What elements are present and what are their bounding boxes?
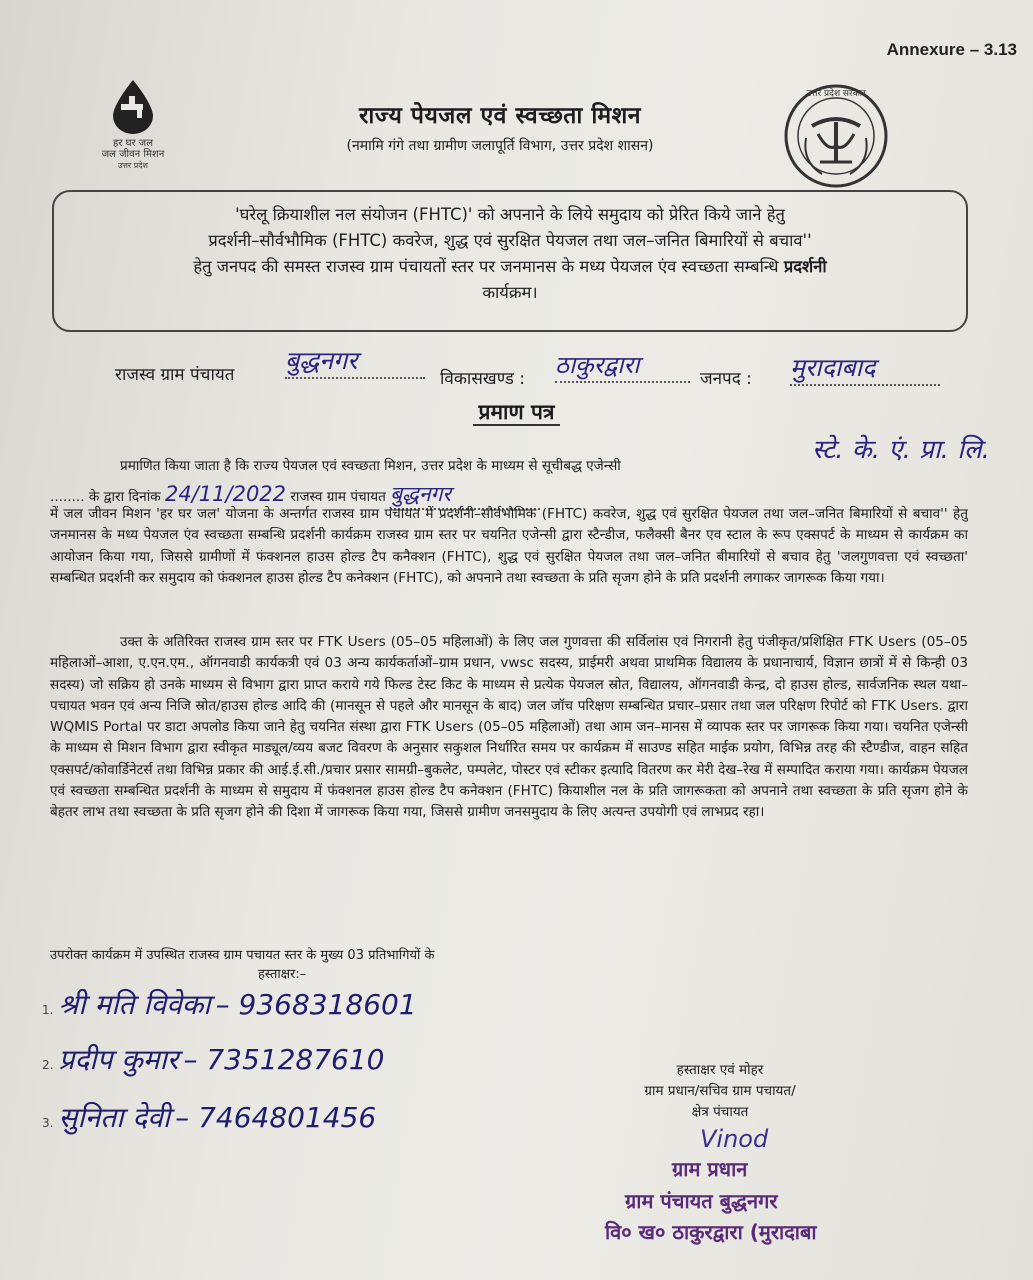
program-title-box	[52, 190, 968, 332]
program-line-3-text: हेतु जनपद की समस्त राजस्व ग्राम पंचायतों स्तर पर जनमानस के मध्य पेयजल एंव स्वच्छता सम्बन्धि	[193, 257, 779, 276]
para2-text: उक्त के अतिरिक्त राजस्व ग्राम स्तर पर FTK Users (05–05 महिलाओं) के लिए जल गुणवत्ता की सर्विलांस एवं निगरानी हेतु पंजीकृत/प्रशिक्षित FTK Users (05–05 महिलाओं–आशा, ए.एन.एम., ऑगनवाडी कार्यकत्री एवं 03 अन्य कार्यकर्ताओं–ग्राम प्रधान, vwsc सदस्य, प्राईमरी अथवा प्राथमिक विद्यालय के प्रधानाचार्य, विज्ञान छात्रों में से किन्ही 03 सदस्य) जो सक्रिय हो उनके माध्यम से विभाग द्वारा प्राप्त कराये गये फिल्ड टेस्ट किट के माध्यम से प्रत्येक पेयजल स्रोत, विद्यालय, ऑगनवाडी केन्द्र, दो हाउस होल्ड, सार्वजनिक स्थल यथा–पचायत भवन एवं अन्य निजि स्रोत/हाउस होल्ड आदि की (मानसून से पहले और मानसून के बाद) जल जॉच परिक्षण सम्बन्धित प्रचार–प्रसार तथा जल परिक्षण रिपोर्ट को FTK Users. द्वारा WQMIS Portal पर डाटा अपलोड किया जाने हेतु चयनित संस्था द्वारा FTK Users (05–05 महिलाओं) तथा आम जन–मानस में व्यापक स्तर पर जागरूक किया गया। चयनित एजेन्सी के माध्यम से मिशन विभाग द्वारा स्वीकृत माड्यूल/व्यय बजट विवरण के अनुसार सकुशल निर्धारित समय पर कार्यक्रम में साउण्ड सहित माईक प्रयोग, विभिन्न तरह की स्टैण्डीज, वाहन सहित एक्सपर्ट/कोवार्डिनेटर्स तथा विभिन्न प्रकार की आई.ई.सी./प्रचार प्रसार सामग्री–बुकलेट, पम्पलेट, पोस्टर एवं स्टीकर इत्यादि वितरण कर मेरी देख–रेख में सम्पादित कराया गया। कार्यक्रम पेयजल एवं स्वच्छता सम्बन्धित प्रदर्शनी के माध्यम से समुदाय में फंक्शनल हाउस होल्ड टैप कनेक्शन (FHTC) कियाशील नल के प्रति जागरूकता को अपनाने तथा स्वच्छता के प्रति सृजग होने के बेहतर लाभ तथा स्वच्छता के प्रति सृजग होने की दिशा में जागरूक किया गया, जिससे ग्रामीण जनसमुदाय के लिए अत्यन्त उपयोगी एवं लाभप्रद रहा।	[50, 634, 968, 821]
official-signature: Vinod	[700, 1125, 769, 1153]
certificate-heading-text: प्रमाण पत्र	[473, 400, 561, 426]
participant-phone: – 7464801456	[175, 1101, 377, 1134]
water-tap-drop-icon	[107, 78, 159, 134]
by-date-label: के द्वारा दिनांक	[88, 489, 161, 505]
stamp-line-1: ग्राम प्रधान	[672, 1157, 748, 1181]
mission-title: राज्य पेयजल एवं स्वच्छता मिशन	[359, 103, 641, 129]
program-line-4: कार्यक्रम।	[482, 283, 538, 302]
participant-name: सुनिता देवी	[58, 1101, 171, 1134]
signature-label: हस्ताक्षर:–	[258, 967, 307, 982]
para1-rest: में जल जीवन मिशन 'हर घर जल' योजना के अन्तर्गत राजस्व ग्राम पंचायत में प्रदर्शनी–सौर्वभौमिक (FHTC) कवरेज, शुद्ध एवं सुरक्षित पेयजल तथा जल–जनित बिमारियों से बचाव'' हेतु जनमानस के मध्य पेयजल एंव स्वच्छता सम्बन्धि प्रदर्शनी कार्यक्रम राजस्व ग्राम स्तर पर चयनित एजेन्सी द्वारा स्टैन्डीज, फलैक्सी बैनर एव स्टाल के रूप एक्सपर्ट के माध्यम से कार्यक्रम का आयोजन किया गया, जिससे ग्रामीणों में फंक्शनल हाउस होल्ड टैप कनैक्शन (FHTC), शुद्ध एवं सुरक्षित पेयजल तथा जल–जनित बीमारियों से बचाव हेतु 'जलगुणवत्ता एवं स्वच्छता' सम्बन्धित प्रदर्शनी कर समुदाय को फंक्शनल हाउस होल्ड टैप कनेक्शन (FHTC), को अपनाने तथा स्वच्छता के प्रति सृजग होने के प्रति प्रदर्शनी लगाकर जागरूक किया गया।	[50, 506, 968, 586]
stamp-line-3: वि० ख० ठाकुरद्वारा (मुरादाबा	[605, 1220, 817, 1244]
official-line-3: क्षेत्र पंचायत	[691, 1104, 749, 1120]
participant-row	[42, 1098, 602, 1136]
participant-phone: – 9368318601	[215, 988, 417, 1021]
gram-panchayat-value: बुद्धनगर	[285, 343, 425, 379]
program-date: 24/11/2022	[164, 482, 287, 506]
participant-num: 2.	[42, 1058, 54, 1072]
participant-phone: – 7351287610	[183, 1043, 385, 1076]
participant-name: प्रदीप कुमार	[58, 1043, 179, 1076]
logo-line-2: जल जीवन मिशन	[101, 149, 165, 160]
para1-rest-line2-spacer	[620, 484, 968, 505]
har-ghar-jal-logo	[78, 78, 188, 178]
participant-num: 3.	[42, 1116, 54, 1130]
participants-label: उपरोक्त कार्यक्रम में उपस्थित राजस्व ग्राम पचायत स्तर के मुख्य 03 प्रतिभागियों के	[50, 948, 435, 963]
gram-label-inline: राजस्व ग्राम पंचायत	[290, 489, 386, 505]
certificate-heading	[0, 398, 1033, 426]
block-label: विकासखण्ड :	[440, 369, 526, 389]
stamp-line-2: ग्राम पंचायत बुद्धनगर	[625, 1189, 778, 1213]
para1-dots: ........	[50, 489, 85, 505]
logo-line-3: उत्तर प्रदेश	[118, 161, 148, 170]
participant-row	[42, 985, 602, 1023]
participant-num: 1.	[42, 1003, 54, 1017]
official-sign-block	[580, 1060, 860, 1123]
program-line-3	[68, 254, 952, 280]
participant-row	[42, 1040, 602, 1078]
para1-start	[50, 456, 810, 477]
logo-line-1: हर घर जल	[113, 138, 153, 149]
department-subtitle: (नमामि गंगे तथा ग्रामीण जलापूर्ति विभाग, उत्तर प्रदेश शासन)	[346, 138, 654, 154]
annexure-label: Annexure – 3.13	[886, 40, 1017, 59]
official-line-2: ग्राम प्रधान/सचिव ग्राम पचायत/	[644, 1083, 796, 1099]
gram-panchayat-label: राजस्व ग्राम पंचायत	[115, 365, 235, 385]
district-value: मुरादाबाद	[790, 350, 940, 386]
agency-name: स्टे. के. एं. प्रा. लि.	[812, 435, 990, 465]
gram-value-inline: बुद्धनगर	[390, 480, 540, 510]
seal-text: उत्तर प्रदेश सरकार	[806, 89, 866, 99]
para1-start-text: प्रमाणित किया जाता है कि राज्य पेयजल एवं स्वच्छता मिशन, उत्तर प्रदेश के माध्यम से सूचीबद्ध एजेन्सी	[120, 458, 621, 474]
program-line-3-bold: प्रदर्शनी	[783, 257, 827, 276]
para2	[50, 632, 968, 942]
participant-name: श्री मति विवेका	[58, 988, 211, 1021]
program-line-1: 'घरेलू क्रियाशील नल संयोजन (FHTC)' को अपनाने के लिये समुदाय को प्रेरित किये जाने हेतु	[235, 205, 785, 224]
block-value: ठाकुरद्वारा	[555, 348, 690, 383]
district-label: जनपद :	[700, 369, 752, 389]
para1-body	[50, 504, 968, 634]
official-line-1: हस्ताक्षर एवं मोहर	[676, 1062, 764, 1078]
program-line-2: प्रदर्शनी–सौर्वभौमिक (FHTC) कवरेज, शुद्ध एवं सुरक्षित पेयजल तथा जल–जनित बिमारियों से बचाव''	[208, 231, 812, 250]
